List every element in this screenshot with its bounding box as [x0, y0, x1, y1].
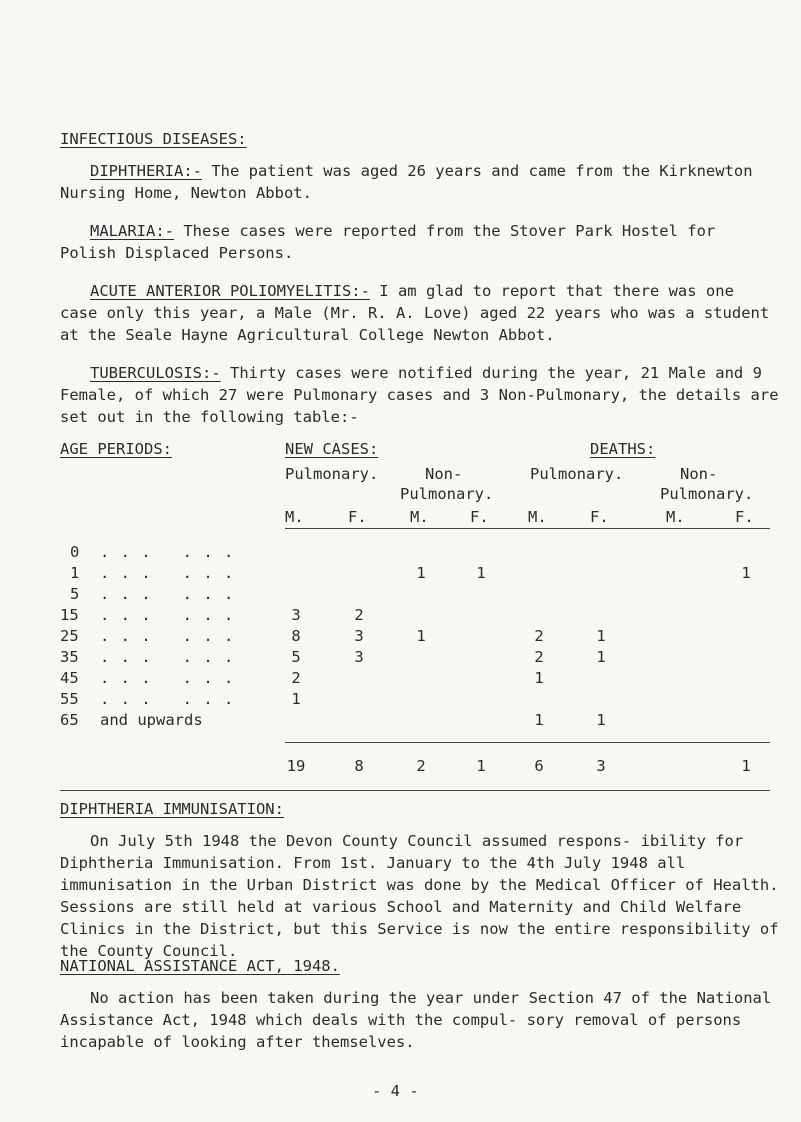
malaria-label: MALARIA:- [90, 222, 174, 240]
diphtheria-paragraph [60, 160, 780, 204]
deaths-pulmonary-header: Pulmonary. [530, 465, 624, 483]
leader-dots [100, 669, 234, 687]
col-label: F. [735, 508, 754, 526]
table-cell: 3 [354, 648, 364, 666]
leader-dots-b: . . . [182, 648, 235, 666]
table-cell: 3 [354, 627, 364, 645]
table-cell: 1 [534, 711, 544, 729]
polio-text: I am glad to report that there was one case only this year, a Male (Mr. R. A. Love) aged 22 years who was a student at the Seale Hayne Agricultural College Newton Abbot. [60, 282, 770, 344]
leader-dots-a: . . . [100, 669, 152, 687]
col-label: F. [348, 508, 367, 526]
leader-dots-b: . . . [182, 585, 235, 603]
leader-dots-b: . . . [182, 690, 235, 708]
total-cell: 1 [741, 757, 751, 775]
deaths-header: DEATHS: [590, 440, 656, 458]
malaria-text: These cases were reported from the Stover Park Hostel for Polish Displaced Persons. [60, 222, 716, 262]
malaria-paragraph [60, 220, 780, 264]
age-label: 25 [60, 627, 79, 645]
total-cell: 3 [596, 757, 606, 775]
assistance-text: No action has been taken during the year under Section 47 of the National Assistance Act, 1948 which deals with the compul- sory removal of persons incapable of looking after themselves. [60, 989, 772, 1051]
table-cell: 3 [291, 606, 301, 624]
leader-dots [100, 564, 234, 582]
col-label: M. [666, 508, 685, 526]
totals-rule [285, 742, 770, 743]
age-label: 0 [70, 543, 80, 561]
polio-paragraph [60, 280, 780, 346]
col-label: F. [590, 508, 609, 526]
leader-dots [100, 627, 234, 645]
table-cell: 1 [416, 627, 426, 645]
header-rule [285, 528, 770, 529]
polio-label: ACUTE ANTERIOR POLIOMYELITIS:- [90, 282, 370, 300]
age-label: 65 [60, 711, 79, 729]
immunisation-paragraph [60, 830, 780, 962]
leader-dots-b: . . . [182, 564, 235, 582]
age-label: 45 [60, 669, 79, 687]
tuberculosis-paragraph [60, 362, 780, 428]
table-cell: 1 [596, 711, 606, 729]
tuberculosis-text: Thirty cases were notified during the year, 21 Male and 9 Female, of which 27 were Pulmonary cases and 3 Non-Pulmonary, the details are set out in the following table:- [60, 364, 779, 426]
total-cell: 1 [476, 757, 486, 775]
total-cell: 6 [534, 757, 544, 775]
age-label: 1 [70, 564, 80, 582]
leader-dots [100, 690, 234, 708]
new-cases-header: NEW CASES: [285, 440, 379, 458]
leader-dots-a: . . . [100, 606, 152, 624]
total-cell: 8 [354, 757, 364, 775]
total-cell: 19 [286, 757, 306, 775]
table-cell: 2 [354, 606, 364, 624]
table-cell: 1 [291, 690, 301, 708]
table-cell: 1 [476, 564, 486, 582]
page-heading: INFECTIOUS DISEASES: [60, 130, 247, 148]
table-cell: 5 [291, 648, 301, 666]
table-cell: 1 [534, 669, 544, 687]
leader-dots-a: . . . [100, 585, 152, 603]
age-label: 5 [70, 585, 80, 603]
leader-dots-a: . . . [100, 627, 152, 645]
assistance-paragraph [60, 987, 780, 1053]
age-and-upwards: and upwards [100, 711, 203, 729]
col-label: M. [285, 508, 304, 526]
new-non-header: Non- [425, 465, 463, 483]
table-cell: 2 [534, 627, 544, 645]
immunisation-heading: DIPHTHERIA IMMUNISATION: [60, 800, 284, 818]
diphtheria-text: The patient was aged 26 years and came from the Kirknewton Nursing Home, Newton Abbot. [60, 162, 753, 202]
totals-bottom-rule [60, 790, 770, 791]
col-label: M. [410, 508, 429, 526]
leader-dots-a: . . . [100, 690, 152, 708]
leader-dots [100, 648, 234, 666]
col-label: M. [528, 508, 547, 526]
leader-dots-a: . . . [100, 564, 152, 582]
table-cell: 1 [741, 564, 751, 582]
table-cell: 1 [596, 648, 606, 666]
page-number: - 4 - [372, 1082, 419, 1100]
leader-dots-a: . . . [100, 648, 152, 666]
leader-dots [100, 606, 234, 624]
diphtheria-label: DIPHTHERIA:- [90, 162, 202, 180]
age-label: 15 [60, 606, 79, 624]
leader-dots-b: . . . [182, 543, 235, 561]
immunisation-text: On July 5th 1948 the Devon County Council assumed respons- ibility for Diphtheria Immunisation. From 1st. January to the 4th July 1948 all immunisation in the Urban District was done by the Medical Officer of Health. Sessions are still held at various School and Maternity and Child Welfare Clinics in the District, but this Service is now the entire responsibility of the County Council. [60, 832, 779, 960]
leader-dots-b: . . . [182, 627, 235, 645]
new-non-pulmonary-header: Pulmonary. [400, 485, 494, 503]
leader-dots-b: . . . [182, 606, 235, 624]
table-cell: 2 [291, 669, 301, 687]
leader-dots-b: . . . [182, 669, 235, 687]
deaths-non-header: Non- [680, 465, 718, 483]
new-pulmonary-header: Pulmonary. [285, 465, 379, 483]
col-label: F. [470, 508, 489, 526]
age-label: 35 [60, 648, 79, 666]
age-periods-header: AGE PERIODS: [60, 440, 172, 458]
leader-dots [100, 585, 234, 603]
table-cell: 1 [596, 627, 606, 645]
deaths-non-pulmonary-header: Pulmonary. [660, 485, 754, 503]
leader-dots [100, 543, 234, 561]
table-cell: 2 [534, 648, 544, 666]
tuberculosis-label: TUBERCULOSIS:- [90, 364, 221, 382]
assistance-heading: NATIONAL ASSISTANCE ACT, 1948. [60, 957, 340, 975]
table-cell: 1 [416, 564, 426, 582]
age-label: 55 [60, 690, 79, 708]
leader-dots-a: . . . [100, 543, 152, 561]
table-cell: 8 [291, 627, 301, 645]
total-cell: 2 [416, 757, 426, 775]
